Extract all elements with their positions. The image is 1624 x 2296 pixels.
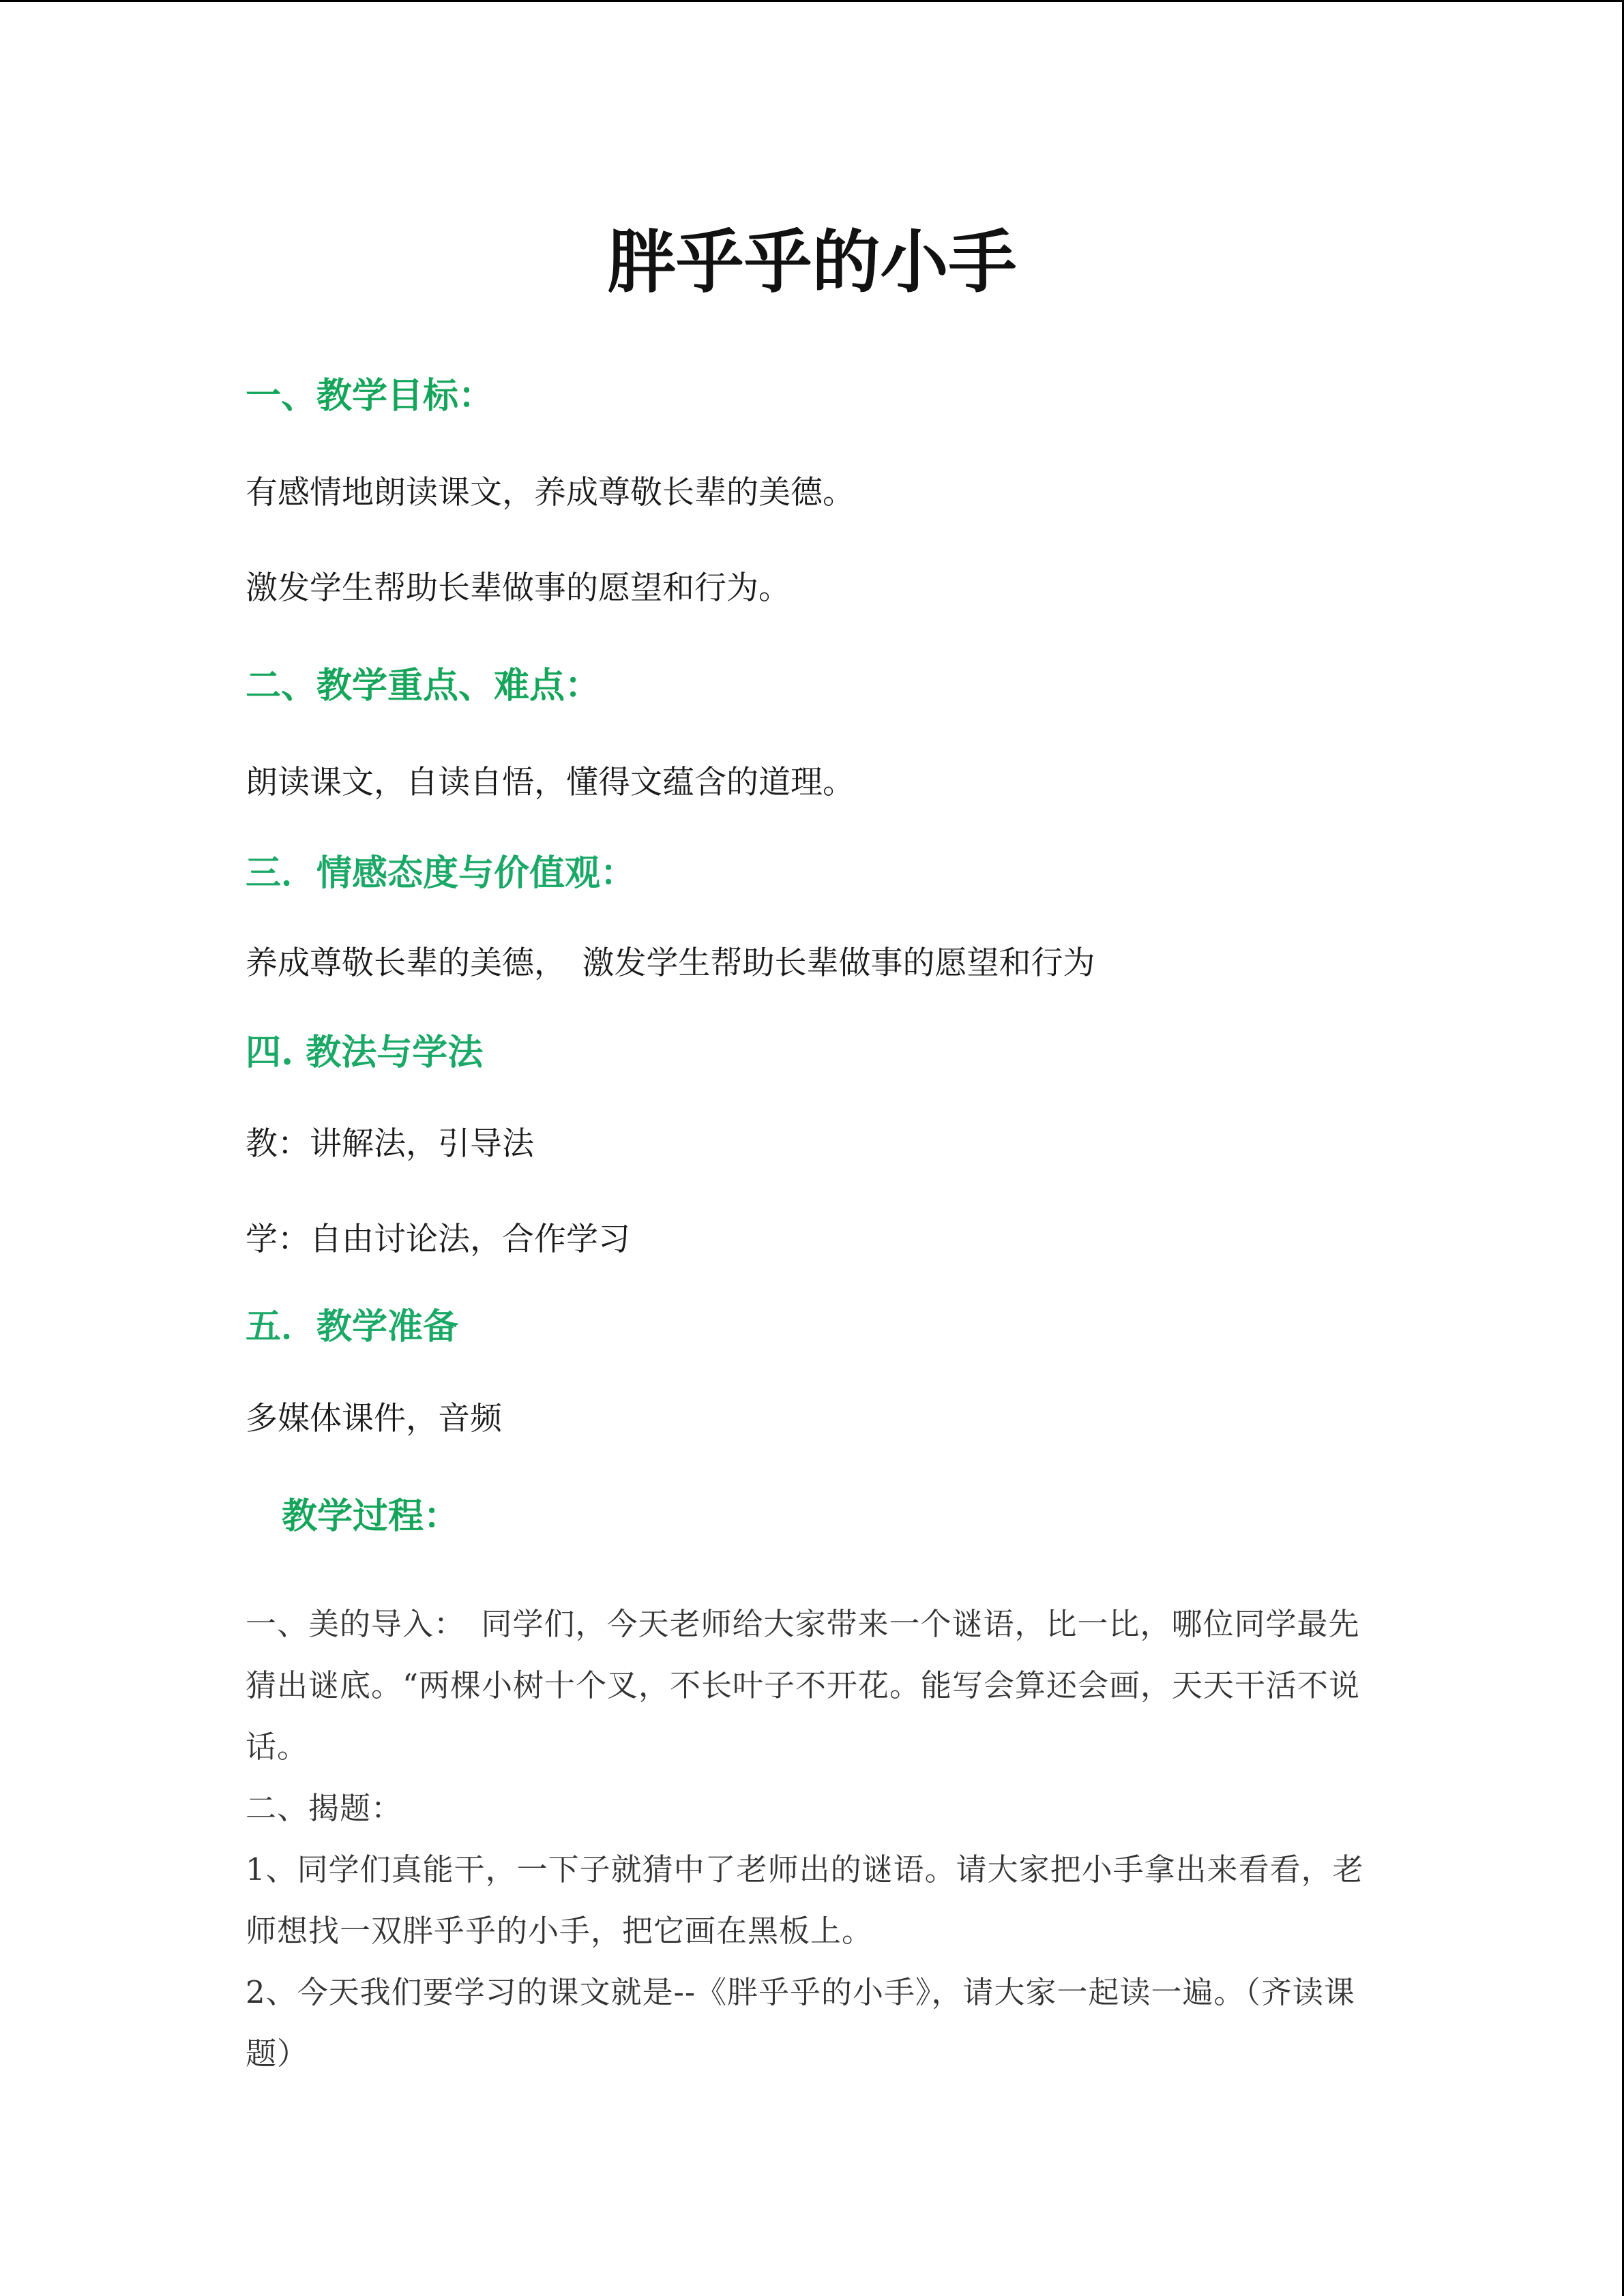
process-heading: 教学过程： (282, 1496, 460, 1537)
process-paragraph-step-1: 1、同学们真能干，一下子就猜中了老师出的谜语。请大家把小手拿出来看看，老师想找一双胖乎乎的小手，把它画在黑板上。 (246, 1851, 1364, 1949)
section4-line-2: 学：自由讨论法，合作学习 (246, 1221, 630, 1258)
page-border-top (0, 0, 1624, 2)
section1-line-2: 激发学生帮助长辈做事的愿望和行为。 (246, 569, 791, 607)
section1-heading: 一、教学目标： (246, 376, 494, 417)
process-paragraph-topic: 二、揭题： (246, 1790, 403, 1826)
section3-heading: 三．情感态度与价值观： (246, 852, 636, 894)
section3-line-1: 养成尊敬长辈的美德， 激发学生帮助长辈做事的愿望和行为 (246, 944, 1095, 982)
process-paragraph-step-2: 2、今天我们要学习的课文就是--《胖乎乎的小手》，请大家一起读一遍。（齐读课题） (246, 1974, 1356, 2072)
section4-line-1: 教：讲解法，引导法 (246, 1125, 534, 1163)
document-title: 胖乎乎的小手 (607, 222, 1017, 302)
section2-line-1: 朗读课文，自读自悟，懂得文蕴含的道理。 (246, 764, 855, 801)
section1-line-1: 有感情地朗读课文，养成尊敬长辈的美德。 (246, 474, 855, 511)
process-paragraph-intro: 一、美的导入： 同学们，今天老师给大家带来一个谜语，比一比，哪位同学最先猜出谜底。“两棵小树十个叉，不长叶子不开花。能写会算还会画，天天干活不说话。 (246, 1606, 1361, 1765)
section5-line-1: 多媒体课件，音频 (246, 1400, 502, 1437)
section2-heading: 二、教学重点、难点： (246, 666, 601, 706)
section4-heading: 四. 教法与学法 (246, 1032, 484, 1073)
section5-heading: 五．教学准备 (246, 1306, 459, 1347)
